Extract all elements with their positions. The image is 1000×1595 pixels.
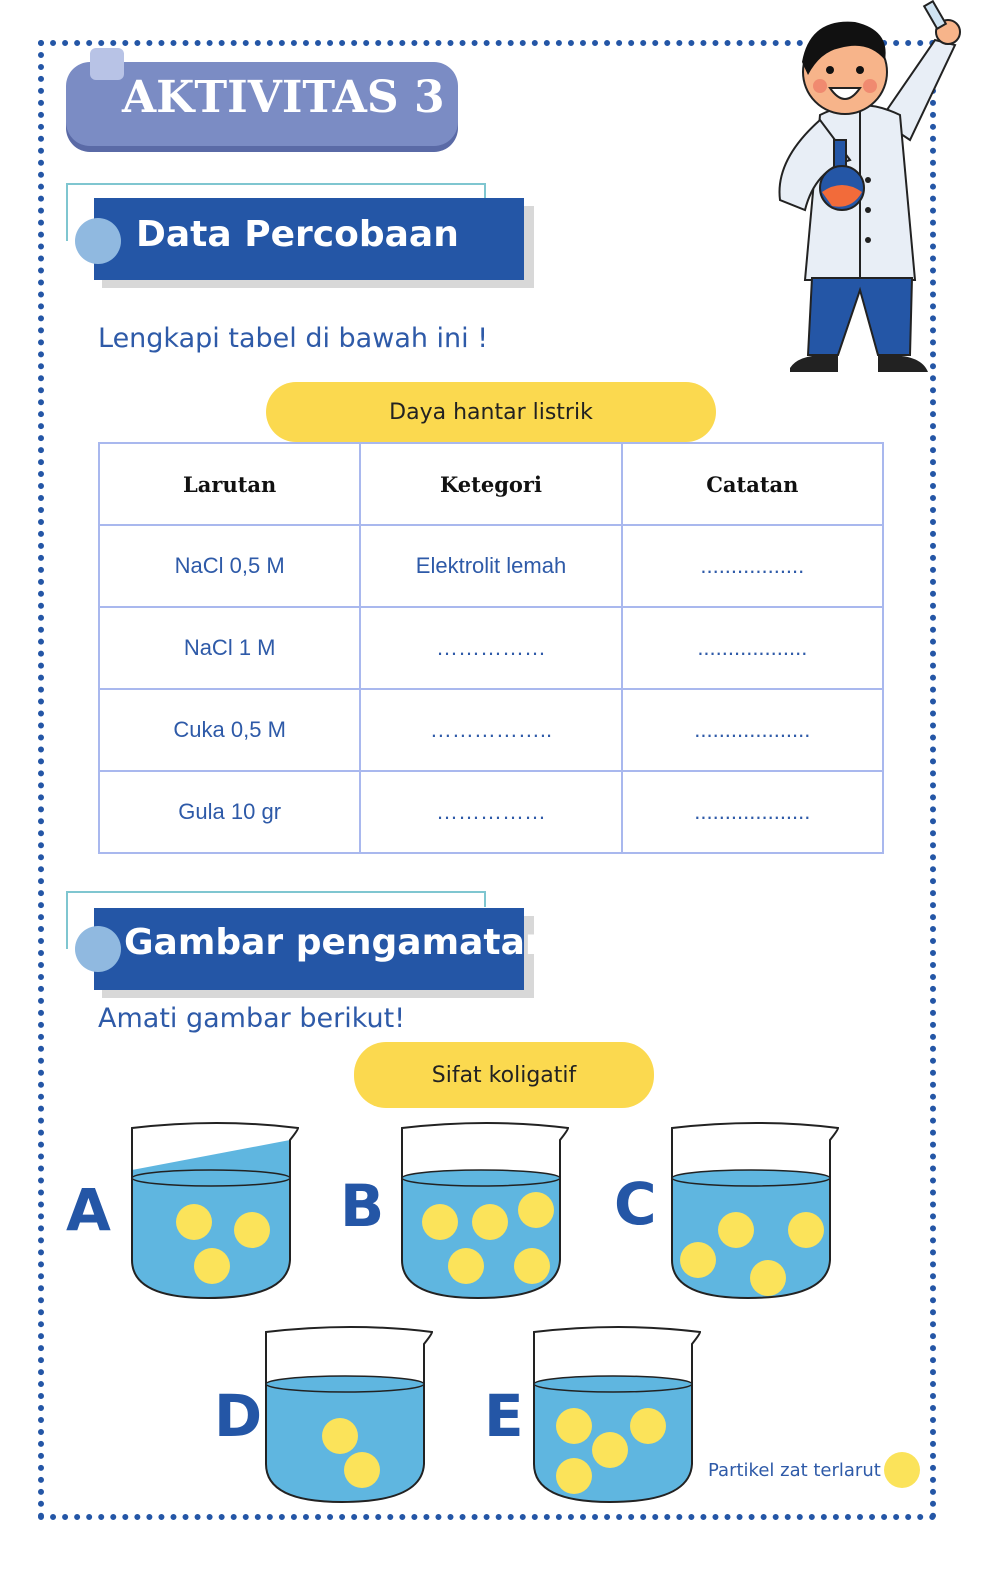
table-cell[interactable]: ...................	[622, 689, 883, 771]
table-cell: NaCl 0,5 M	[99, 525, 360, 607]
beaker-d	[262, 1324, 438, 1510]
table-header-row	[99, 443, 883, 525]
section2-pill: Sifat koligatif	[354, 1042, 654, 1108]
table-cell[interactable]: ...................	[622, 771, 883, 853]
beaker-b	[398, 1120, 574, 1306]
activity-title: AKTIVITAS 3	[122, 72, 445, 123]
section1-outline-edge	[484, 183, 486, 199]
table-cell[interactable]: .................	[622, 525, 883, 607]
table-row	[99, 525, 883, 607]
section2-outline-edge	[484, 891, 486, 907]
table-cell[interactable]: ……………	[360, 607, 621, 689]
section1-pill: Daya hantar listrik	[266, 382, 716, 442]
table-cell: NaCl 1 M	[99, 607, 360, 689]
scientist-illustration	[760, 0, 970, 385]
beaker-a	[128, 1120, 304, 1306]
activity-decor-square	[90, 48, 124, 80]
beaker-label-e: E	[484, 1382, 524, 1450]
section2-title: Gambar pengamatan	[124, 922, 551, 963]
table-header: Catatan	[622, 443, 883, 525]
beaker-label-a: A	[66, 1176, 111, 1244]
section2-dot	[75, 926, 121, 972]
section1-dot	[75, 218, 121, 264]
section1-instruction: Lengkapi tabel di bawah ini !	[98, 323, 489, 354]
section1-title: Data Percobaan	[136, 214, 459, 255]
table-cell: Gula 10 gr	[99, 771, 360, 853]
section2-instruction: Amati gambar berikut!	[98, 1003, 406, 1034]
table-row	[99, 689, 883, 771]
table-cell[interactable]: ……………	[360, 771, 621, 853]
particle-legend-icon	[884, 1452, 920, 1488]
data-table	[98, 442, 884, 854]
beaker-label-d: D	[214, 1382, 263, 1450]
table-cell: Elektrolit lemah	[360, 525, 621, 607]
beaker-label-c: C	[614, 1170, 657, 1238]
beaker-label-b: B	[340, 1172, 385, 1240]
table-cell[interactable]: ……………..	[360, 689, 621, 771]
table-row	[99, 607, 883, 689]
table-header: Ketegori	[360, 443, 621, 525]
legend-label: Partikel zat terlarut	[708, 1460, 881, 1481]
table-cell: Cuka 0,5 M	[99, 689, 360, 771]
table-row	[99, 771, 883, 853]
beaker-e	[530, 1324, 706, 1510]
beaker-c	[668, 1120, 844, 1306]
table-cell[interactable]: ..................	[622, 607, 883, 689]
table-header: Larutan	[99, 443, 360, 525]
